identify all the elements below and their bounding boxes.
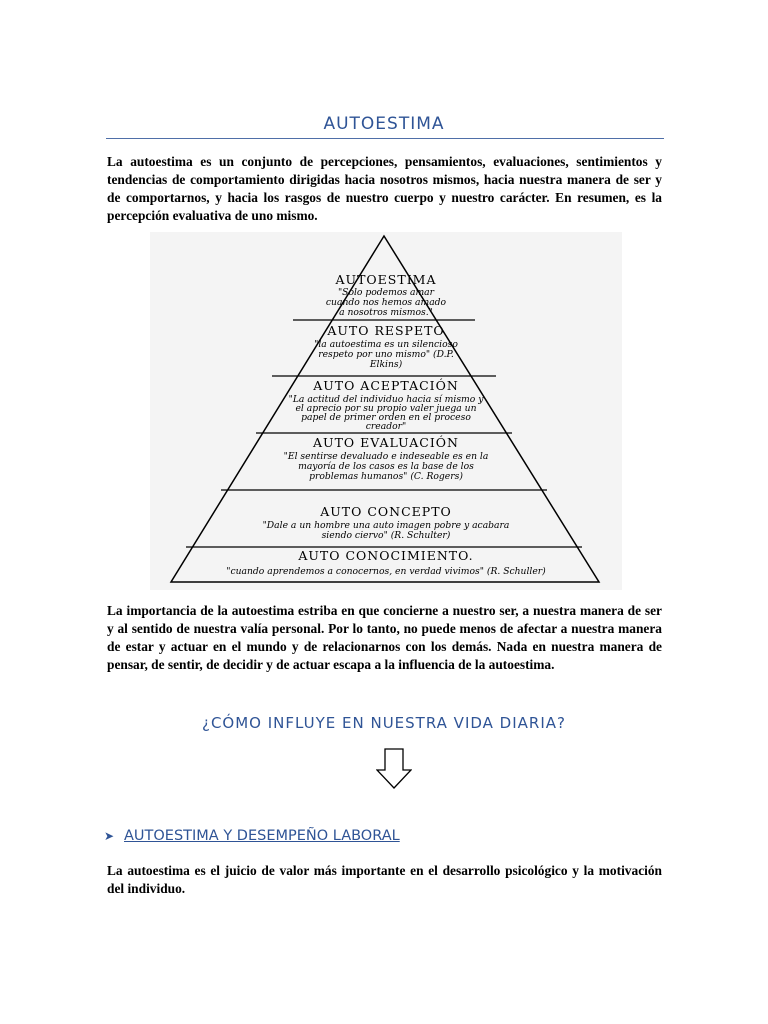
self-esteem-pyramid (150, 232, 622, 590)
page-title: AUTOESTIMA (323, 114, 445, 134)
section-paragraph: La autoestima es el juicio de valor más importante en el desarrollo psicológico y la motivación del individuo. (107, 863, 662, 896)
pyramid-level-quote: cuando nos hemos amado (325, 297, 447, 308)
pyramid-level-quote: "la autoestima es un silencioso (314, 339, 458, 350)
pyramid-level-quote: Elkins) (369, 359, 403, 370)
intro-paragraph: La autoestima es un conjunto de percepciones, pensamientos, evaluaciones, sentimientos y tendencias de comportamiento dirigidas hacia nosotros mismos, hacia nuestra manera de ser y de comportarnos, y hacia los rasgos de nuestro cuerpo y nuestro carácter. En resumen, es la percepción evaluativa de uno mismo. (107, 154, 662, 223)
pyramid-level-quote: problemas humanos" (C. Rogers) (309, 471, 463, 482)
pyramid-level-title: AUTO RESPETO (327, 323, 445, 338)
pyramid-level-quote: creador" (365, 421, 407, 432)
pyramid-level-quote: "La actitud del individuo hacia sí mismo y (288, 394, 484, 405)
section-heading-text: AUTOESTIMA Y DESEMPEÑO LABORAL (124, 828, 400, 844)
pyramid-level-quote: "El sentirse devaluado e indeseable es en la (283, 451, 489, 462)
pyramid-level-quote: "Solo podemos amar (337, 287, 435, 298)
pyramid-level-title: AUTOESTIMA (335, 272, 437, 287)
pyramid-level-quote: mayoría de los casos es la base de los (298, 461, 474, 472)
pyramid-level-quote: siendo ciervo" (R. Schulter) (321, 530, 451, 541)
title-divider (106, 138, 664, 139)
pyramid-level-quote: a nosotros mismos." (339, 307, 433, 318)
down-arrow-icon (376, 748, 412, 795)
section-question: ¿CÓMO INFLUYE EN NUESTRA VIDA DIARIA? (201, 714, 566, 732)
section-heading (104, 828, 400, 844)
pyramid-level-title: AUTO CONOCIMIENTO. (298, 548, 474, 563)
pyramid-level-title: AUTO ACEPTACIÓN (313, 378, 459, 393)
pyramid-level-title: AUTO EVALUACIÓN (313, 435, 459, 450)
arrow-bullet-icon: ➤ (104, 829, 115, 843)
pyramid-level-quote: papel de primer orden en el proceso (301, 412, 471, 423)
pyramid-level-title: AUTO CONCEPTO (320, 504, 452, 519)
importance-paragraph: La importancia de la autoestima estriba en que concierne a nuestro ser, a nuestra manera de ser y al sentido de nuestra valía personal. Por lo tanto, no puede menos de afectar a nuestra manera de estar y actuar en el mundo y de relacionarnos con los demás. Nada en nuestra manera de pensar, de sentir, de decidir y de actuar escapa a la influencia de la autoestima. (107, 603, 662, 672)
pyramid-level-quote: "cuando aprendemos a conocernos, en verdad vivimos" (R. Schuller) (226, 566, 546, 577)
pyramid-level-quote: "Dale a un hombre una auto imagen pobre y acabara (262, 520, 510, 531)
pyramid-level-quote: el aprecio por su propio valer juega un (295, 403, 477, 414)
pyramid-level-quote: respeto por uno mismo" (D.P. (318, 349, 454, 360)
